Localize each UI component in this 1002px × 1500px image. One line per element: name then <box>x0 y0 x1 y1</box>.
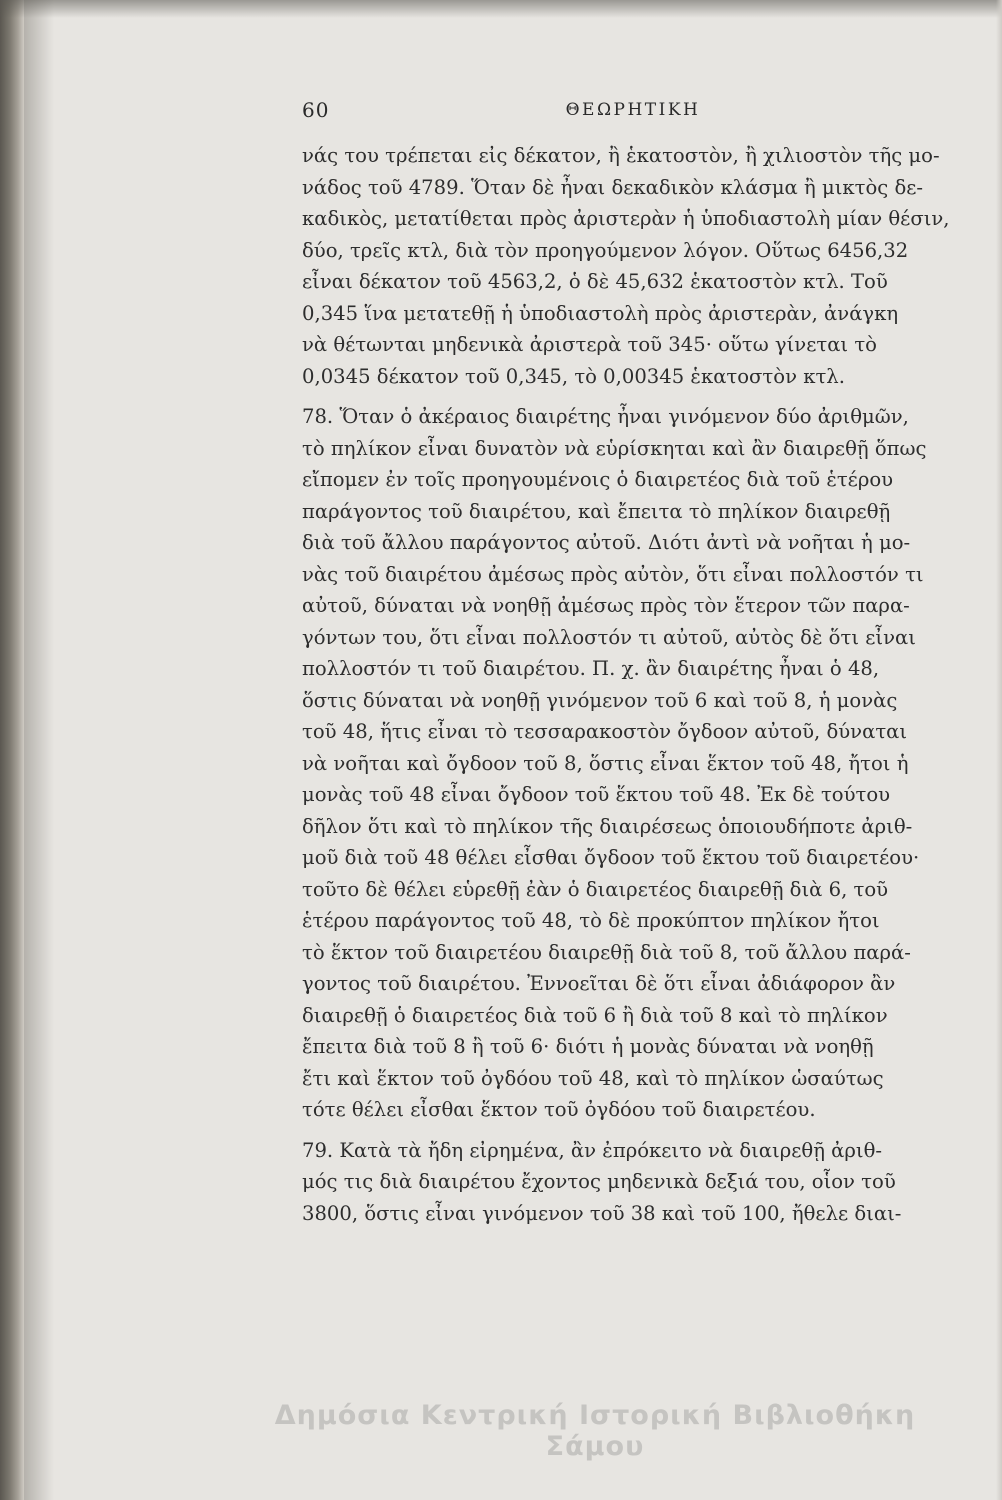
text-line: γοντος τοῦ διαιρέτου. Ἐννοεῖται δὲ ὅτι εἶναι ἀδιάφορον ἂν <box>302 972 896 995</box>
text-line: εἴπομεν ἐν τοῖς προηγουμένοις ὁ διαιρετέος διὰ τοῦ ἑτέρου <box>302 468 894 491</box>
paragraph-78 <box>302 401 964 1126</box>
text-line: ἔτι καὶ ἕκτον τοῦ ὀγδόου τοῦ 48, καὶ τὸ πηλίκον ὡσαύτως <box>302 1066 884 1090</box>
text-line: νάδος τοῦ 4789. Ὅταν δὲ ἦναι δεκαδικὸν κλάσμα ἢ μικτὸς δε- <box>302 175 924 199</box>
text-line: νὰ θέτωνται μηδενικὰ ἀριστερὰ τοῦ 345· οὕτω γίνεται τὸ <box>302 333 877 356</box>
paragraph-77-continuation <box>302 140 964 392</box>
text-line: γόντων του, ὅτι εἶναι πολλοστόν τι αὐτοῦ, αὐτὸς δὲ ὅτι εἶναι <box>302 625 916 649</box>
text-line: τοῦτο δὲ θέλει εὑρεθῇ ἐὰν ὁ διαιρετέος διαιρεθῇ διὰ 6, τοῦ <box>302 877 889 901</box>
page-number: 60 <box>302 98 330 122</box>
text-line: 0,345 ἵνα μετατεθῇ ἡ ὑποδιαστολὴ πρὸς ἀριστερὰν, ἀνάγκη <box>302 301 899 325</box>
text-line: παράγοντος τοῦ διαιρέτου, καὶ ἔπειτα τὸ πηλίκον διαιρεθῇ <box>302 499 891 523</box>
running-head <box>302 98 964 128</box>
text-line: εἶναι δέκατον τοῦ 4563,2, ὁ δὲ 45,632 ἑκατοστὸν κτλ. Τοῦ <box>302 270 888 293</box>
text-line: τότε θέλει εἶσθαι ἕκτον τοῦ ὀγδόου τοῦ διαιρετέου. <box>302 1098 816 1121</box>
library-watermark: Δημόσια Κεντρική Ιστορική Βιβλιοθήκη Σάμου <box>274 1400 916 1462</box>
body-text <box>302 140 964 1229</box>
text-line: τοῦ 48, ἥτις εἶναι τὸ τεσσαρακοστὸν ὄγδοον αὐτοῦ, δύναται <box>302 720 908 743</box>
text-line: νὰς τοῦ διαιρέτου ἀμέσως πρὸς αὐτὸν, ὅτι εἶναι πολλοστόν τι <box>302 562 924 586</box>
text-line: ἑτέρου παράγοντος τοῦ 48, τὸ δὲ προκύπτον πηλίκον ἤτοι <box>302 909 880 932</box>
text-line: διὰ τοῦ ἄλλου παράγοντος αὐτοῦ. Διότι ἀντὶ νὰ νοῆται ἡ μο- <box>302 531 911 554</box>
text-line: καδικὸς, μετατίθεται πρὸς ἀριστερὰν ἡ ὑποδιαστολὴ μίαν θέσιν, <box>302 207 950 230</box>
text-line: διαιρεθῇ ὁ διαιρετέος διὰ τοῦ 6 ἢ διὰ τοῦ 8 καὶ τὸ πηλίκον <box>302 1003 888 1027</box>
running-title: ΘΕΩΡΗΤΙΚΗ <box>565 100 701 120</box>
text-line: αὐτοῦ, δύναται νὰ νοηθῇ ἀμέσως πρὸς τὸν ἕτερον τῶν παρα- <box>302 594 910 617</box>
text-line: τὸ ἕκτον τοῦ διαιρετέου διαιρεθῇ διὰ τοῦ 8, τοῦ ἄλλου παρά- <box>302 940 911 964</box>
text-line: νάς του τρέπεται εἰς δέκατον, ἢ ἑκατοστὸν, ἢ χιλιοστὸν τῆς μο- <box>302 144 940 167</box>
text-line: μοῦ διὰ τοῦ 48 θέλει εἶσθαι ὄγδοον τοῦ ἕκτου τοῦ διαιρετέου· <box>302 846 920 869</box>
text-line: νὰ νοῆται καὶ ὄγδοον τοῦ 8, ὅστις εἶναι ἕκτον τοῦ 48, ἤτοι ἡ <box>302 751 909 775</box>
text-line: μονὰς τοῦ 48 εἶναι ὄγδοον τοῦ ἕκτου τοῦ 48. Ἐκ δὲ τούτου <box>302 783 891 806</box>
text-line: πολλοστόν τι τοῦ διαιρέτου. Π. χ. ἂν διαιρέτης ἦναι ὁ 48, <box>302 657 880 680</box>
text-line: μός τις διὰ διαιρέτου ἔχοντος μηδενικὰ δεξιά του, οἷον τοῦ <box>302 1170 896 1193</box>
text-line: δῆλον ὅτι καὶ τὸ πηλίκον τῆς διαιρέσεως ὁποιουδήποτε ἀριθ- <box>302 814 913 838</box>
text-line: 78. Ὅταν ὁ ἀκέραιος διαιρέτης ἦναι γινόμενον δύο ἀριθμῶν, <box>302 405 909 428</box>
text-line: ἔπειτα διὰ τοῦ 8 ἢ τοῦ 6· διότι ἡ μονὰς δύναται νὰ νοηθῇ <box>302 1035 874 1058</box>
text-line: 3800, ὅστις εἶναι γινόμενον τοῦ 38 καὶ τοῦ 100, ἤθελε διαι- <box>302 1201 902 1225</box>
text-line: 79. Κατὰ τὰ ἤδη εἰρημένα, ἂν ἐπρόκειτο νὰ διαιρεθῇ ἀριθ- <box>302 1138 883 1162</box>
text-line: 0,0345 δέκατον τοῦ 0,345, τὸ 0,00345 ἑκατοστὸν κτλ. <box>302 364 845 388</box>
text-line: ὅστις δύναται νὰ νοηθῇ γινόμενον τοῦ 6 καὶ τοῦ 8, ἡ μονὰς <box>302 688 898 712</box>
paragraph-79 <box>302 1135 964 1230</box>
text-line: τὸ πηλίκον εἶναι δυνατὸν νὰ εὑρίσκηται καὶ ἂν διαιρεθῇ ὅπως <box>302 436 927 460</box>
text-line: δύο, τρεῖς κτλ, διὰ τὸν προηγούμενον λόγον. Οὕτως 6456,32 <box>302 238 909 262</box>
